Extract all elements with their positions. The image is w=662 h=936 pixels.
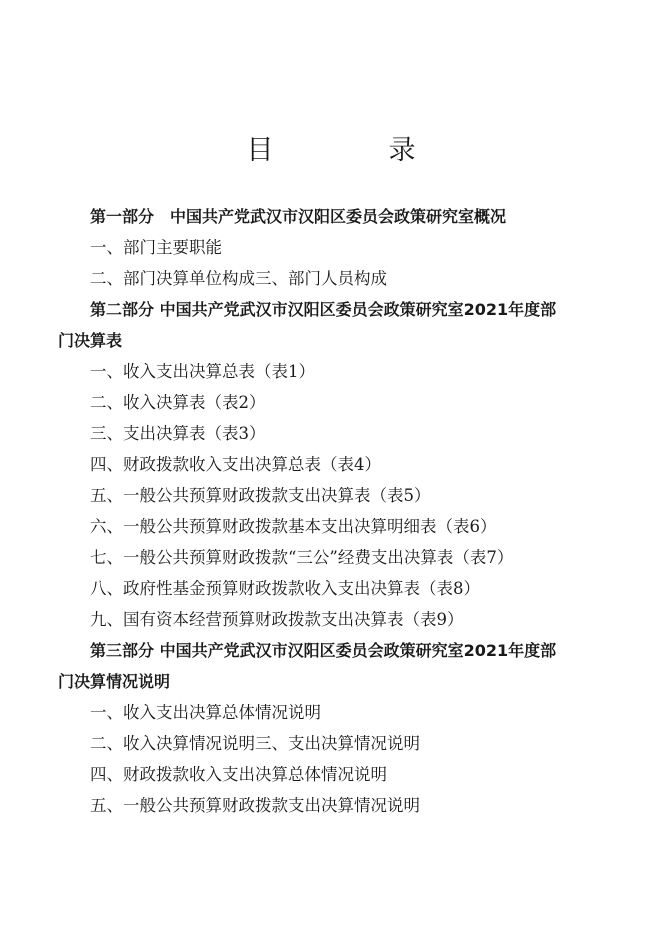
toc-item: 六、一般公共预算财政拨款基本支出决算明细表（表6） xyxy=(90,517,497,536)
toc-item: 九、国有资本经营预算财政拨款支出决算表（表9） xyxy=(90,610,464,629)
toc-item: 二、收入决算情况说明三、支出决算情况说明 xyxy=(90,734,420,753)
toc-part-2-heading-line-1: 第二部分 中国共产党武汉市汉阳区委员会政策研究室2021年度部 xyxy=(90,300,557,319)
toc-item: 七、一般公共预算财政拨款“三公”经费支出决算表（表7） xyxy=(90,548,514,567)
toc-item: 五、一般公共预算财政拨款支出决算表（表5） xyxy=(90,486,431,505)
toc-item: 二、部门决算单位构成三、部门人员构成 xyxy=(90,269,387,288)
toc-item: 二、收入决算表（表2） xyxy=(90,393,266,412)
toc-part-3-heading-line-2: 门决算情况说明 xyxy=(58,672,171,691)
toc-item: 一、部门主要职能 xyxy=(90,238,222,257)
toc-part-3-heading-line-1: 第三部分 中国共产党武汉市汉阳区委员会政策研究室2021年度部 xyxy=(90,641,557,660)
toc-item: 三、支出决算表（表3） xyxy=(90,424,266,443)
toc-item: 四、财政拨款收入支出决算总体情况说明 xyxy=(90,765,387,784)
page-title: 目 录 xyxy=(246,135,460,166)
toc-item: 四、财政拨款收入支出决算总表（表4） xyxy=(90,455,381,474)
toc-part-1-heading: 第一部分 中国共产党武汉市汉阳区委员会政策研究室概况 xyxy=(90,207,507,226)
toc-item: 一、收入支出决算总表（表1） xyxy=(90,362,315,381)
table-of-contents xyxy=(58,201,606,821)
toc-part-2-heading-line-2: 门决算表 xyxy=(58,331,123,350)
toc-item: 一、收入支出决算总体情况说明 xyxy=(90,703,321,722)
toc-item: 五、一般公共预算财政拨款支出决算情况说明 xyxy=(90,796,420,815)
toc-item: 八、政府性基金预算财政拨款收入支出决算表（表8） xyxy=(90,579,480,598)
